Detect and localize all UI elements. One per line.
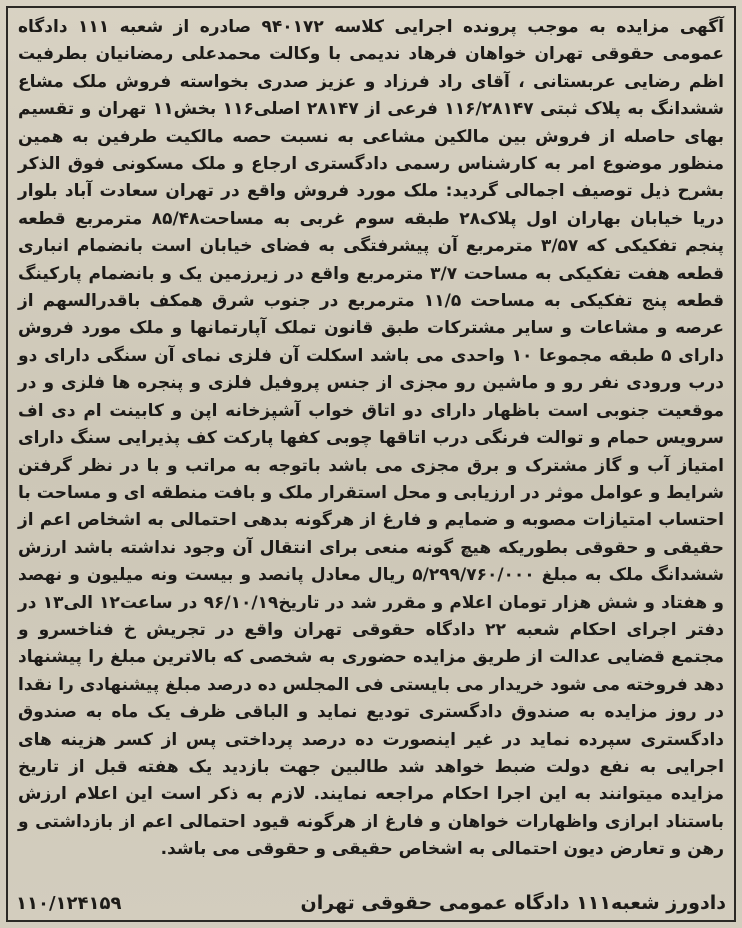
signature-line: دادورز شعبه۱۱۱ دادگاه عمومی حقوقی تهران: [300, 892, 726, 914]
notice-footer: [16, 892, 726, 914]
auction-notice-text: آگهی مزایده به موجب پرونده اجرایی کلاسه ۹۴۰۱۷۲ صادره از شعبه ۱۱۱ دادگاه عمومی حقوقی تهران خواهان فرهاد ندیمی با وکالت محمدعلی رمضانیان بطرفیت اظم رضایی عربستانی ، آقای راد فرزاد و عزیز صدری بخواسته فروش ملک مشاع ششدانگ به پلاک ثبتی ۱۱۶/۲۸۱۴۷ فرعی از ۲۸۱۴۷ اصلی۱۱۶ بخش۱۱ تهران و تقسیم بهای حاصله از فروش بین مالکین مشاعی به نسبت حصه مالکیت طرفین به همین منظور موضوع امر به کارشناس رسمی دادگستری ارجاع و ملک مسکونی فوق الذکر بشرح ذیل توصیف اجمالی گردید: ملک مورد فروش واقع در تهران سعادت آباد بلوار دریا خیابان بهاران اول پلاک۲۸ طبقه سوم غربی به مساحت۸۵/۴۸ مترمربع قطعه پنجم تفکیکی که ۳/۵۷ مترمربع آن پیشرفتگی به فضای خیابان است بانضمام انباری قطعه هفت تفکیکی به مساحت ۳/۷ مترمربع واقع در زیرزمین یک و بانضمام پارکینگ قطعه پنج تفکیکی به مساحت ۱۱/۵ مترمربع در جنوب شرق همکف باقدرالسهم از عرصه و مشاعات و سایر مشترکات طبق قانون تملک آپارتمانها و ملک مورد فروش دارای ۵ طبقه مجموعا ۱۰ واحدی می باشد اسکلت آن فلزی نمای آن سنگی دارای دو درب ورودی نفر رو و ماشین رو مجزی از جنس پروفیل فلزی و پنجره ها فلزی و در موقعیت جنوبی است باظهار دارای دو اتاق خواب آشپزخانه اپن و کابینت ام دی اف سرویس حمام و توالت فرنگی درب اتاقها چوبی کفها پارکت کف پذیرایی سنگ دارای امتیاز آب و گاز مشترک و برق مجزی می باشد باتوجه به مراتب و با در نظر گرفتن شرایط و عوامل موثر در ارزیابی و محل استقرار ملک و بافت منطقه ای و مساحت با احتساب امتیازات مصوبه و ضمایم و فارغ از هرگونه بدهی احتمالی به اشخاص اعم از حقیقی و حقوقی بطوریکه هیچ گونه منعی برای انتقال آن وجود نداشته باشد ارزش ششدانگ ملک به مبلغ ۵/۲۹۹/۷۶۰/۰۰۰ ریال معادل پانصد و بیست ونه میلیون و نهصد و هفتاد و شش هزار تومان اعلام و مقرر شد در تاریخ۹۶/۱۰/۱۹ در ساعت۱۲ الی۱۳ در دفتر اجرای احکام شعبه ۲۲ دادگاه حقوقی تهران واقع در تجریش خ فناخسرو و مجتمع قضایی عدالت از طریق مزایده حضوری به شخصی که بالاترین مبلغ را پیشنهاد دهد فروخته می شود خریدار می بایستی فی المجلس ده درصد مبلغ پیشنهادی را نقدا در روز مزایده به صندوق دادگستری تودیع نماید و الباقی ظرف یک ماه به صندوق دادگستری سپرده نماید در غیر اینصورت ده درصد پرداختی پس از کسر هزینه های اجرایی به نفع دولت ضبط خواهد شد طالبین جهت بازدید یک هفته قبل از تاریخ مزایده میتوانند به این اجرا احکام مراجعه نمایند. لازم به ذکر است این اعلام ارزش باستناد ابرازی واظهارات خواهان و فارغ از هرگونه قیود احتمالی اعم از بازداشتی و رهن و تعارض دیون احتمالی به اشخاص حقیقی و حقوقی می باشد.: [18, 17, 725, 860]
reference-number: ۱۱۰/۱۲۴۱۵۹: [16, 893, 122, 914]
